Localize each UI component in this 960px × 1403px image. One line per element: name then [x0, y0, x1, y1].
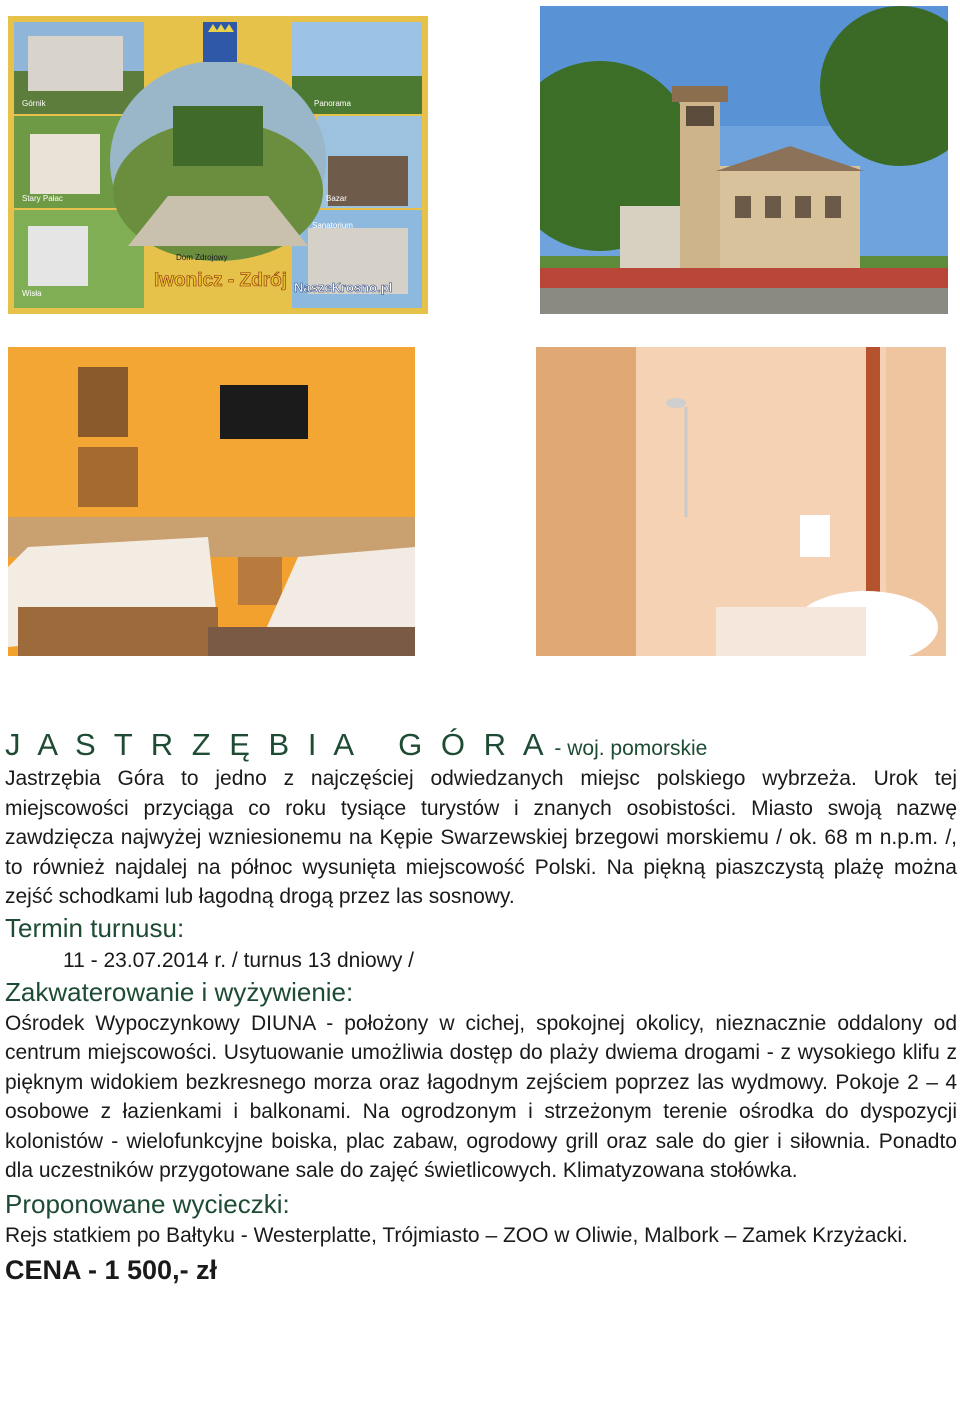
postcard-label-gornik: Górnik	[22, 99, 46, 108]
price-label: CENA - 1 500,- zł	[5, 1255, 218, 1285]
accommodation-paragraph: Ośrodek Wypoczynkowy DIUNA - położony w cichej, spokojnej okolicy, nieznacznie oddalony od centrum miejscowości. Usytuowanie umożliwia dostęp do plaży dwiema drogami - z wysokiego klifu z pięknym widokiem bezkresnego morza oraz łagodnym zejściem poprzez las wydmowy. Pokoje 2 – 4 osobowe z łazienkami i balkonami. Na ogrodzonym i strzeżonym terenie ośrodka do dyspozycji kolonistów - wielofunkcyjne boiska, plac zabaw, ogrodowy grill oraz sale do gier i siłownia. Ponadto dla uczestników przygotowane sale do zajęć świetlicowych. Klimatyzowana stołówka.	[5, 1011, 957, 1182]
accommodation-heading: Zakwaterowanie i wyżywienie:	[5, 976, 354, 1007]
region-label: - woj. pomorskie	[548, 737, 708, 760]
postcard-town-title: Iwonicz - Zdrój	[154, 270, 287, 291]
postcard-watermark: NaszeKrosno.pl	[294, 280, 393, 295]
term-value: 11 - 23.07.2014 r. / turnus 13 dniowy /	[63, 948, 415, 972]
postcard-label-wisla: Wisła	[22, 289, 42, 298]
bathroom-photo	[536, 347, 946, 656]
title-row	[5, 726, 957, 764]
postcard-label-dom-zdrojowy: Dom Zdrojowy	[176, 253, 228, 262]
postcard-label-stary-palac: Stary Pałac	[22, 194, 63, 203]
term-heading: Termin turnusu:	[5, 912, 185, 943]
trips-paragraph: Rejs statkiem po Bałtyku - Westerplatte, Trójmiasto – ZOO w Oliwie, Malbork – Zamek Krzyżacki.	[5, 1223, 908, 1247]
postcard-label-sanatorium: Sanatorium	[312, 221, 353, 230]
bedroom-photo	[8, 347, 415, 656]
trips-heading: Proponowane wycieczki:	[5, 1188, 290, 1219]
postcard-label-bazar: Bazar	[326, 194, 347, 203]
tower-building-photo	[540, 6, 948, 314]
offer-content	[5, 726, 957, 1288]
intro-paragraph: Jastrzębia Góra to jedno z najczęściej odwiedzanych miejsc polskiego wybrzeża. Urok tej miejscowości przyciąga co roku tysiące turystów i znanych osobistości. Miasto swoją nazwę zawdzięcza najwyżej wzniesionemu na Kępie Swarzewskiej brzegowi morskiemu / ok. 68 m n.p.m. /, to również najdalej na północ wysunięta miejscowość Polski. Na piękną piaszczystą plażę można zejść schodkami lub łagodną drogą przez las sosnowy.	[5, 767, 957, 908]
postcard-label-panorama: Panorama	[314, 99, 351, 108]
page-title: J A S T R Z Ę B I A G Ó R A	[5, 727, 549, 762]
postcard-collage-image	[8, 16, 428, 314]
